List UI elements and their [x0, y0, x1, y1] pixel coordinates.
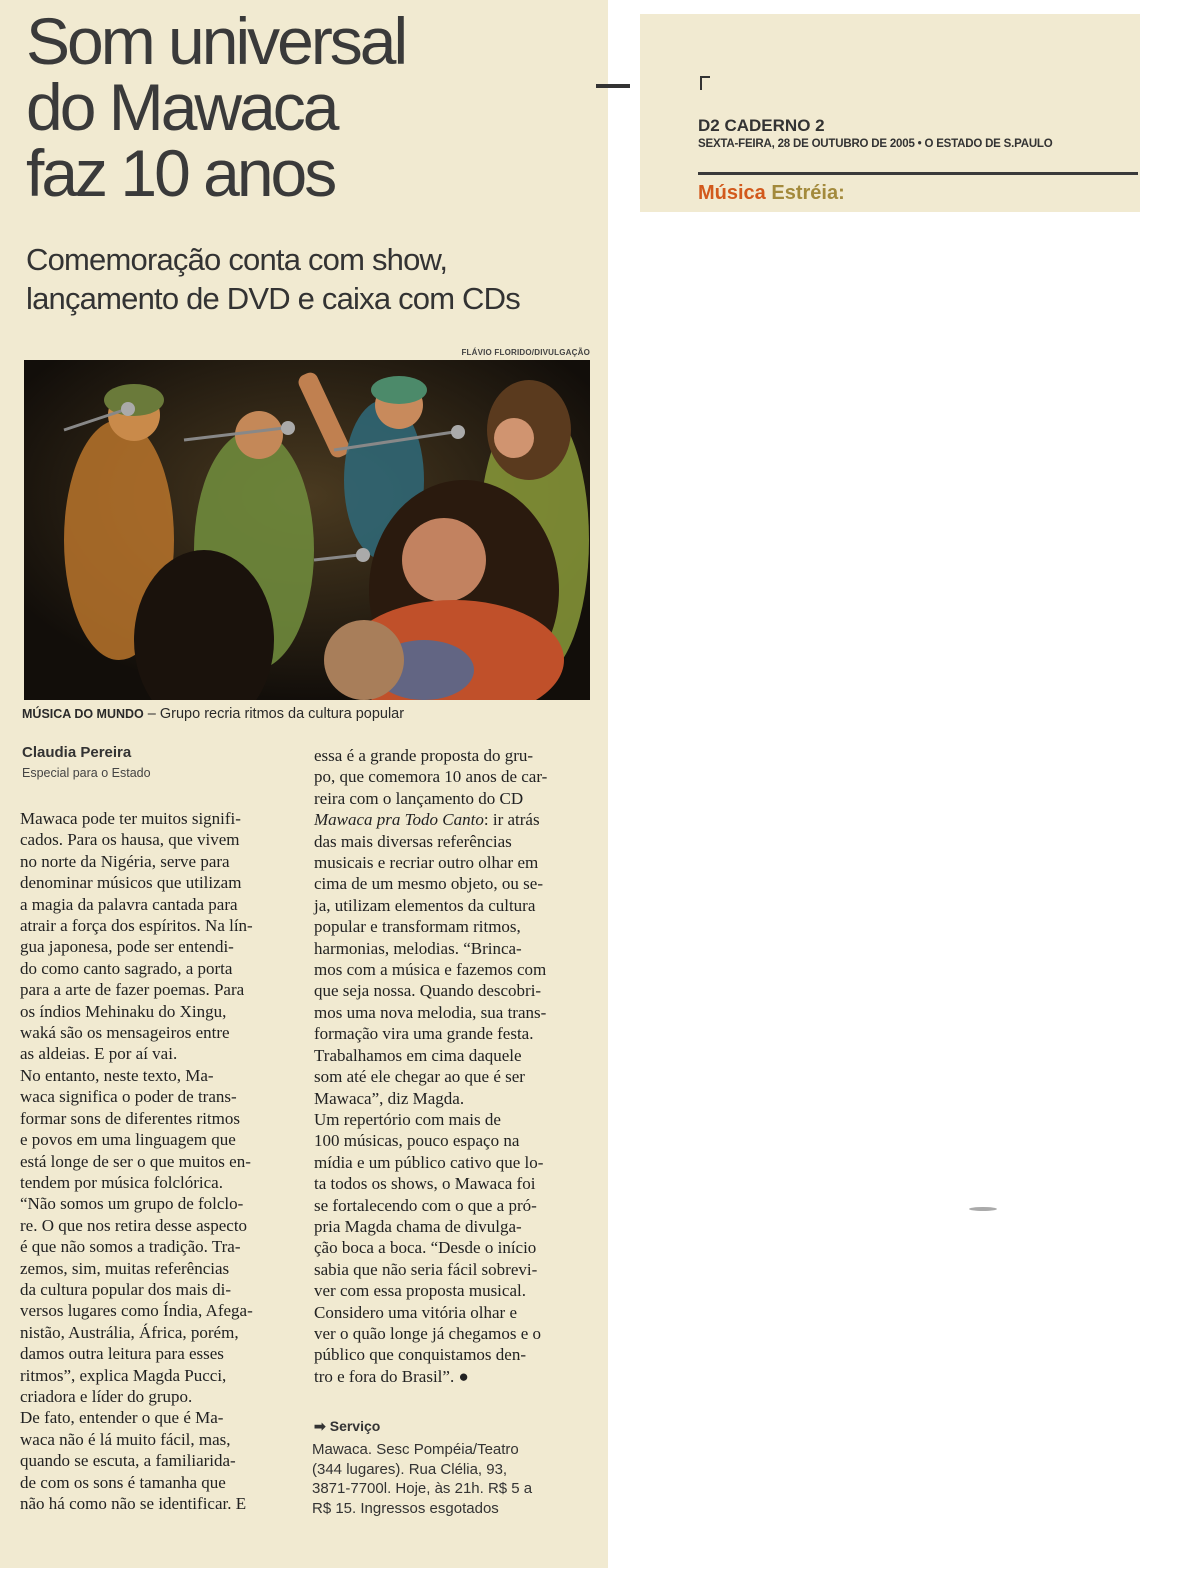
- article-line: zemos, sim, muitas referências: [20, 1258, 230, 1278]
- smudge-mark: [968, 1206, 998, 1212]
- article-line: ja, utilizam elementos da cultura: [314, 895, 536, 915]
- servico-info: [312, 1440, 586, 1518]
- article-line: musicais e recriar outro olhar em: [314, 853, 539, 873]
- headline-line: do Mawaca: [26, 70, 337, 144]
- article-line: waca não é lá muito fácil, mas,: [20, 1429, 231, 1449]
- article-line: ver o quão longe já chegamos e o: [314, 1323, 542, 1343]
- article-line: popular e transformam ritmos,: [314, 917, 521, 937]
- concert-photo: [24, 360, 590, 700]
- subheadline-line: lançamento de DVD e caixa com CDs: [26, 281, 520, 316]
- section-code: D2: [698, 116, 720, 135]
- arrow-icon: ➡: [314, 1418, 326, 1434]
- headline-line: faz 10 anos: [26, 136, 335, 210]
- article-line: cima de um mesmo objeto, ou se-: [314, 874, 543, 894]
- author-name: Claudia Pereira: [22, 744, 132, 761]
- article-line: po, que comemora 10 anos de car-: [314, 767, 548, 787]
- servico-line: Mawaca. Sesc Pompéia/Teatro: [312, 1441, 519, 1458]
- subcategory: Estréia:: [771, 182, 845, 204]
- photo-caption: [22, 706, 602, 722]
- article-line: das mais diversas referências: [314, 831, 512, 851]
- article-line: criadora e líder do grupo.: [20, 1386, 193, 1406]
- photo-credit: FLÁVIO FLORIDO/DIVULGAÇÃO: [461, 348, 590, 357]
- article-line: No entanto, neste texto, Ma-: [20, 1065, 214, 1085]
- servico-heading: [314, 1418, 380, 1435]
- article-line: formar sons de diferentes ritmos: [20, 1108, 240, 1128]
- article-line: que seja nossa. Quando descobri-: [314, 981, 542, 1001]
- article-line: da cultura popular dos mais di-: [20, 1279, 232, 1299]
- article-line: Um repertório com mais de: [314, 1109, 501, 1129]
- article-column-1: [20, 808, 288, 1514]
- cd-title: Mawaca pra Todo Canto: [314, 810, 484, 830]
- article-line: tendem por música folclórica.: [20, 1172, 223, 1192]
- section-name: CADERNO 2: [724, 116, 825, 135]
- headline: [26, 4, 586, 210]
- crop-mark-icon: [700, 76, 710, 90]
- article-line: atrair a força dos espíritos. Na lín-: [20, 916, 253, 936]
- article-line: gua japonesa, pode ser entendi-: [20, 937, 234, 957]
- article-line: reira com o lançamento do CD: [314, 788, 524, 808]
- article-line: mos com a música e fazemos com: [314, 960, 547, 980]
- masthead: [640, 14, 1140, 212]
- article-line: e povos em uma linguagem que: [20, 1130, 236, 1150]
- article-line: som até ele chegar ao que é ser: [314, 1067, 525, 1087]
- article-line: “Não somos um grupo de folclo-: [20, 1194, 244, 1214]
- article-line: Mawaca”, diz Magda.: [314, 1088, 465, 1108]
- article-line: é que não somos a tradição. Tra-: [20, 1237, 241, 1257]
- caption-text: – Grupo recria ritmos da cultura popular: [143, 706, 405, 722]
- article-line: a magia da palavra cantada para: [20, 894, 238, 914]
- article-line: versos lugares como Índia, Afega-: [20, 1301, 253, 1321]
- article-line: 100 músicas, pouco espaço na: [314, 1131, 520, 1151]
- article-line: para a arte de fazer poemas. Para: [20, 980, 245, 1000]
- article-line: nistão, Austrália, África, porém,: [20, 1322, 239, 1342]
- article-line: waca significa o poder de trans-: [20, 1087, 237, 1107]
- article-line: essa é a grande proposta do gru-: [314, 746, 534, 765]
- article-line: público que conquistamos den-: [314, 1345, 526, 1365]
- article-line: quando se escuta, a familiarida-: [20, 1451, 236, 1471]
- article-line: re. O que nos retira desse aspecto: [20, 1215, 248, 1235]
- article-line: mos uma nova melodia, sua trans-: [314, 1002, 547, 1022]
- article-line: damos outra leitura para esses: [20, 1344, 224, 1364]
- article-line: Mawaca pra Todo Canto: ir atrás: [314, 810, 540, 830]
- headline-line: Som universal: [26, 4, 406, 78]
- article-line: as aldeias. E por aí vai.: [20, 1044, 178, 1064]
- servico-title: Serviço: [329, 1418, 381, 1434]
- article-line: do como canto sagrado, a porta: [20, 958, 233, 978]
- divider-dash: [596, 84, 630, 88]
- subheadline-line: Comemoração conta com show,: [26, 242, 448, 277]
- article-line: os índios Mehinaku do Xingu,: [20, 1001, 227, 1021]
- dateline: SEXTA-FEIRA, 28 DE OUTUBRO DE 2005 • O ESTADO DE S.PAULO: [698, 138, 1053, 150]
- subheadline: [26, 240, 596, 318]
- servico-line: (344 lugares). Rua Clélia, 93,: [312, 1460, 508, 1478]
- article-line: sabia que não seria fácil sobrevi-: [314, 1259, 538, 1279]
- article-line: tro e fora do Brasil”. ●: [314, 1366, 469, 1386]
- concert-photo-illustration: [24, 360, 590, 700]
- article-line: ção boca a boca. “Desde o início: [314, 1238, 537, 1258]
- servico-line: 3871-7700l. Hoje, às 21h. R$ 5 a: [312, 1480, 533, 1497]
- article-line: De fato, entender o que é Ma-: [20, 1408, 224, 1428]
- servico-line: R$ 15. Ingressos esgotados: [312, 1499, 499, 1517]
- article-line: denominar músicos que utilizam: [20, 873, 242, 893]
- section-title: [698, 116, 825, 136]
- article-line: está longe de ser o que muitos en-: [20, 1151, 251, 1171]
- article-line: Considero uma vitória olhar e: [314, 1302, 518, 1322]
- article-line: mídia e um público cativo que lo-: [314, 1152, 544, 1172]
- article-line: se fortalecendo com o que a pró-: [314, 1195, 537, 1215]
- article-line: ta todos os shows, o Mawaca foi: [314, 1174, 536, 1194]
- article-line: harmonias, melodias. “Brinca-: [314, 938, 522, 958]
- author-role: Especial para o Estado: [22, 766, 151, 780]
- article-line: não há como não se identificar. E: [20, 1494, 247, 1513]
- article-line: formação vira uma grande festa.: [314, 1024, 534, 1044]
- article-line: de com os sons é tamanha que: [20, 1472, 226, 1492]
- article-line: ver com essa proposta musical.: [314, 1281, 526, 1301]
- article-column-2: [314, 745, 582, 1387]
- article-line: no norte da Nigéria, serve para: [20, 851, 230, 871]
- article-line: Mawaca pode ter muitos signifi-: [20, 809, 241, 828]
- article-line: pria Magda chama de divulga-: [314, 1216, 522, 1236]
- caption-label: MÚSICA DO MUNDO: [22, 707, 144, 721]
- masthead-rule: [698, 172, 1138, 175]
- category-label: [698, 182, 845, 205]
- article-line: cados. Para os hausa, que vivem: [20, 830, 240, 850]
- category: Música: [698, 182, 766, 204]
- article-line: waká são os mensageiros entre: [20, 1023, 230, 1043]
- article-line: Trabalhamos em cima daquele: [314, 1045, 522, 1065]
- article-line: ritmos”, explica Magda Pucci,: [20, 1365, 227, 1385]
